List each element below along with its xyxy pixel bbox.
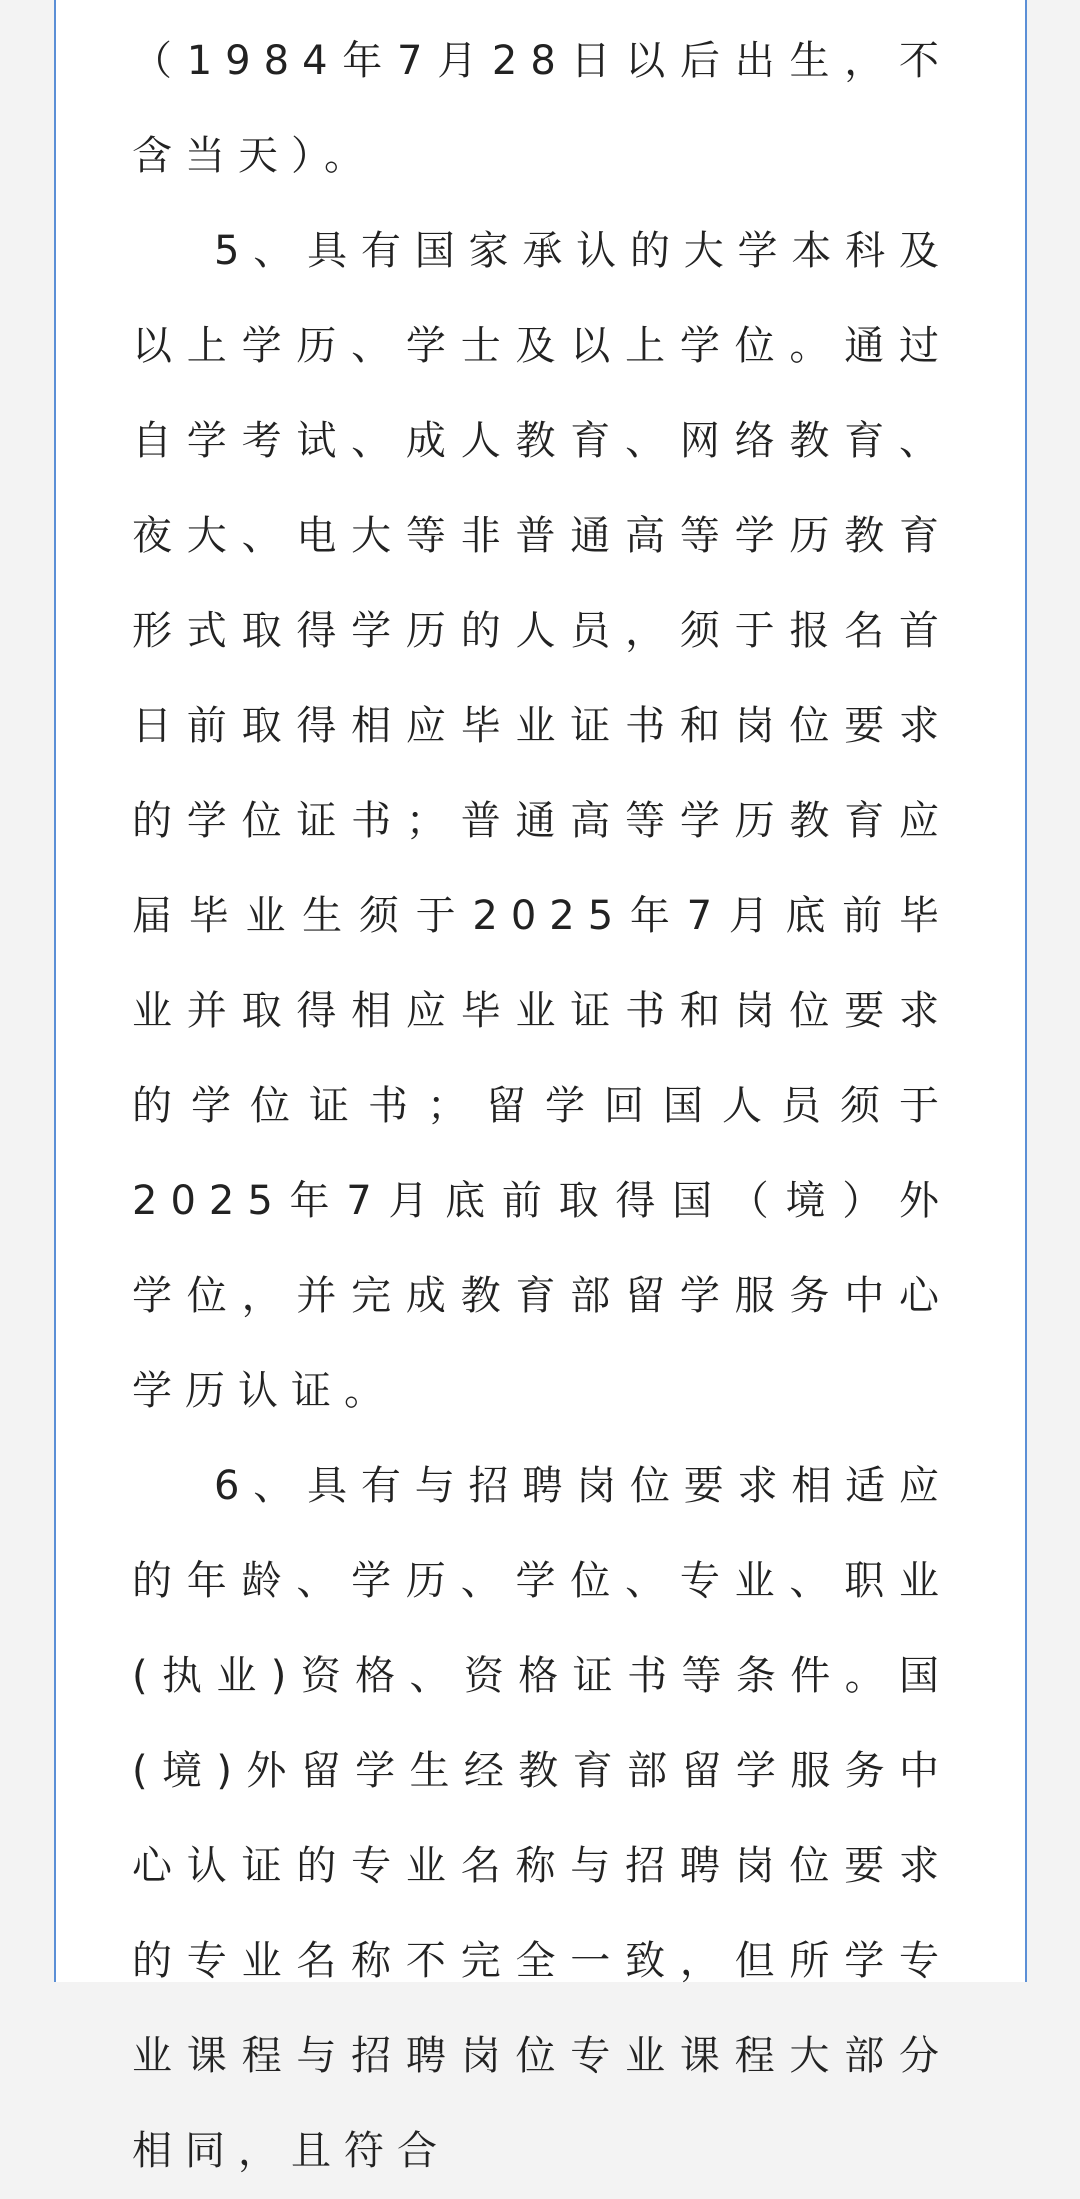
article-body: [132, 14, 952, 2199]
paragraph-education-condition: 5、具有国家承认的大学本科及以上学历、学士及以上学位。通过自学考试、成人教育、网络教育、夜大、电大等非普通高等学历教育形式取得学历的人员，须于报名首日前取得相应毕业证书和岗位要求的学位证书；普通高等学历教育应届毕业生须于2025年7月底前毕业并取得相应毕业证书和岗位要求的学位证书；留学回国人员须于2025年7月底前取得国（境）外学位，并完成教育部留学服务中心学历认证。: [132, 228, 952, 1414]
paragraph-qualification-condition: 6、具有与招聘岗位要求相适应的年龄、学历、学位、专业、职业(执业)资格、资格证书等条件。国(境)外留学生经教育部留学服务中心认证的专业名称与招聘岗位要求的专业名称不完全一致，但所学专业课程与招聘岗位专业课程大部分相同，且符合: [132, 1463, 952, 2174]
article-frame: [54, 0, 1027, 2174]
paragraph-age-condition-tail: （1984年7月28日以后出生，不含当天）。: [132, 38, 952, 179]
